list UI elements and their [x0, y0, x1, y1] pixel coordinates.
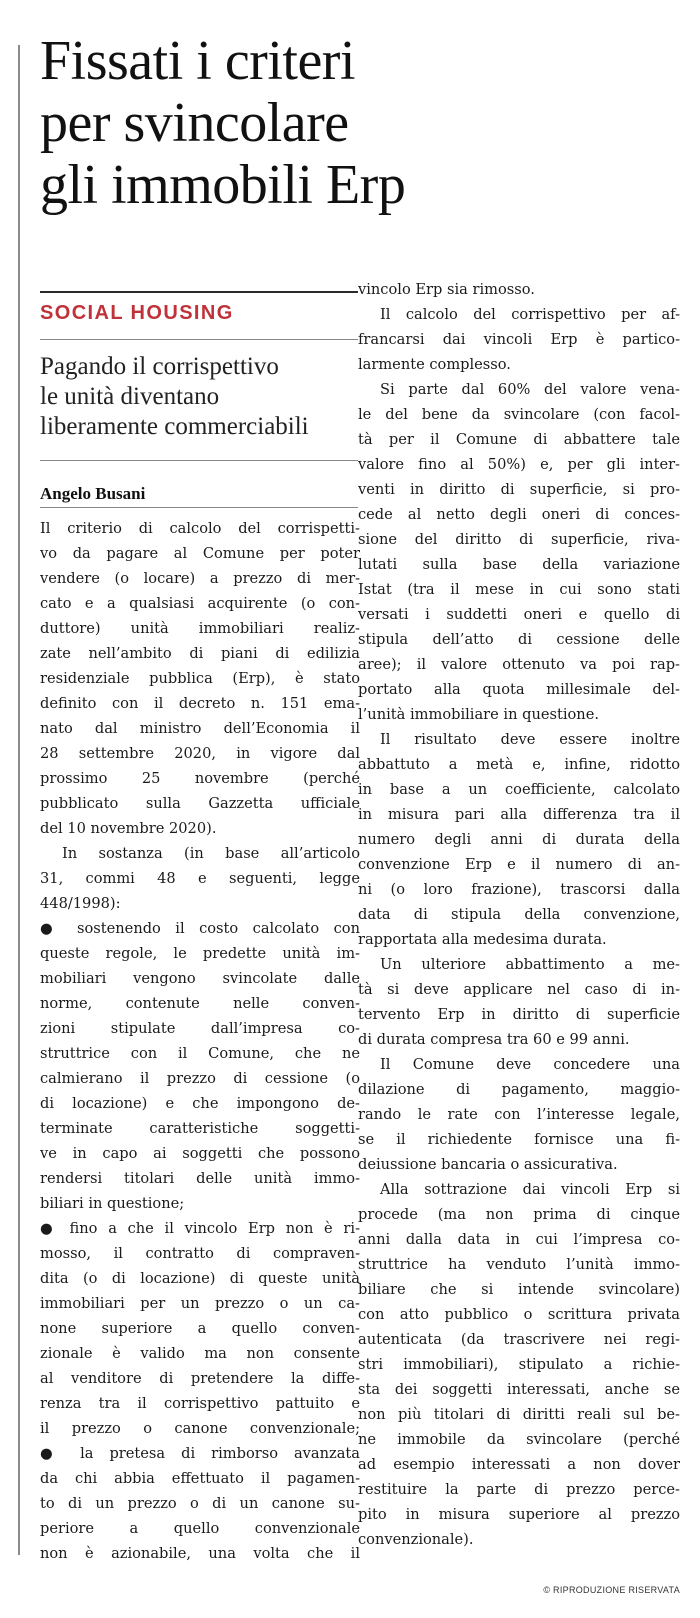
article-text-line: vo da pagare al Comune per poter [40, 545, 360, 562]
article-text-line: renza tra il corrispettivo pattuito e [40, 1395, 360, 1412]
section-top-rule [40, 291, 358, 293]
article-text-line: cato e a qualsiasi acquirente (o con- [40, 595, 360, 612]
article-text-line: dilazione di pagamento, maggio- [358, 1081, 680, 1098]
article-text-line: Il criterio di calcolo del corrispetti- [40, 520, 360, 537]
article-text-line: ne immobile da svincolare (perché [358, 1431, 680, 1448]
article-text-line: cede al netto degli oneri di conces- [358, 506, 680, 523]
article-text-line: In sostanza (in base all’articolo [62, 845, 360, 862]
article-text-line: biliare che si intende svincolare) [358, 1281, 680, 1298]
article-text-line: definito con il decreto n. 151 ema- [40, 695, 360, 712]
section-tag: SOCIAL HOUSING [40, 302, 234, 324]
article-text-line: autenticata (da trascrivere nei regi- [358, 1331, 680, 1348]
article-text-line: al venditore di pretendere la diffe- [40, 1370, 360, 1387]
article-text-line: in base a un coefficiente, calcolato [358, 781, 680, 798]
article-text-line: tervento Erp in diritto di superficie [358, 1006, 680, 1023]
subhead-line: le unità diventano [40, 383, 220, 410]
article-text-line: none superiore a quello conven- [40, 1320, 360, 1337]
article-text-line: zioni stipulate dall’impresa co- [40, 1020, 360, 1037]
article-column-left [40, 516, 360, 1566]
article-text-line: numero degli anni di durata della [358, 831, 680, 848]
article-text-line: rendersi titolari delle unità immo- [40, 1170, 360, 1187]
article-text-line: ad esempio interessati a non dover [358, 1456, 680, 1473]
article-text-line: ve in capo ai soggetti che possono [40, 1145, 360, 1162]
article-text-line: ● fino a che il vincolo Erp non è ri- [40, 1220, 360, 1237]
article-text-line: 448/1998): [40, 895, 121, 912]
article-text-line: valore fino al 50%) e, per gli inter- [358, 456, 680, 473]
article-text-line: terminate caratteristiche soggetti- [40, 1120, 360, 1137]
article-text-line: se il richiedente fornisce una fi- [358, 1131, 680, 1148]
left-margin-rule [18, 45, 20, 1555]
article-text-line: di durata compresa tra 60 e 99 anni. [358, 1031, 630, 1048]
article-text-line: larmente complesso. [358, 356, 511, 373]
article-text-line: lutati sulla base della variazione [358, 556, 680, 573]
article-text-line: mobiliari vengono svincolate dalle [40, 970, 360, 987]
author-byline: Angelo Busani [40, 484, 146, 503]
article-text-line: calmierano il prezzo di cessione (o [40, 1070, 360, 1087]
article-text-line: le del bene da svincolare (con facol- [358, 406, 680, 423]
article-text-line: con atto pubblico o scrittura privata [358, 1306, 680, 1323]
article-text-line: sta dei soggetti interessati, anche se [358, 1381, 680, 1398]
article-text-line: struttrice con il Comune, che ne [40, 1045, 360, 1062]
article-text-line: l’unità immobiliare in questione. [358, 706, 599, 723]
article-text-line: pito in misura superiore al prezzo [358, 1506, 680, 1523]
article-text-line: vendere (o locare) a prezzo di mer- [40, 570, 360, 587]
article-text-line: Istat (tra il mese in cui sono stati [358, 581, 680, 598]
article-text-line: struttrice ha venduto l’unità immo- [358, 1256, 680, 1273]
article-text-line: rando le rate con l’interesse legale, [358, 1106, 680, 1123]
article-text-line: tà per il Comune di abbattere tale [358, 431, 680, 448]
article-text-line: sione del diritto di superficie, riva- [358, 531, 680, 548]
article-text-line: pubblicato sulla Gazzetta ufficiale [40, 795, 360, 812]
article-text-line: ● la pretesa di rimborso avanzata [40, 1445, 360, 1462]
article-text-line: tà si deve applicare nel caso di in- [358, 981, 680, 998]
article-text-line: prossimo 25 novembre (perché [40, 770, 360, 787]
author-top-rule [40, 460, 358, 461]
article-text-line: rapportata alla medesima durata. [358, 931, 607, 948]
article-text-line: Il calcolo del corrispettivo per af- [380, 306, 680, 323]
article-text-line: il prezzo o canone convenzionale; [40, 1420, 360, 1437]
article-text-line: procede (ma non prima di cinque [358, 1206, 680, 1223]
article-text-line: zionale è valido ma non consente [40, 1345, 360, 1362]
article-text-line: to di un prezzo o di un canone su- [40, 1495, 360, 1512]
article-text-line: ni (o loro frazione), trascorsi dalla [358, 881, 680, 898]
article-text-line: non è azionabile, una volta che il [40, 1545, 360, 1562]
article-text-line: 28 settembre 2020, in vigore dal [40, 745, 360, 762]
article-text-line: venti in diritto di superficie, si pro- [358, 481, 680, 498]
article-text-line: francarsi dai vincoli Erp è partico- [358, 331, 680, 348]
subhead [40, 352, 360, 442]
article-text-line: Un ulteriore abbattimento a me- [380, 956, 680, 973]
article-text-line: biliari in questione; [40, 1195, 185, 1212]
subhead-line: Pagando il corrispettivo [40, 353, 279, 380]
section-tag-rule [40, 339, 358, 340]
article-text-line: anni dalla data in cui l’impresa co- [358, 1231, 680, 1248]
article-text-line: mosso, il contratto di compraven- [40, 1245, 360, 1262]
article-text-line: data di stipula della convenzione, [358, 906, 680, 923]
article-text-line: duttore) unità immobiliari realiz- [40, 620, 360, 637]
article-text-line: queste regole, le predette unità im- [40, 945, 360, 962]
headline-line: per svincolare [40, 92, 349, 154]
headline-line: gli immobili Erp [40, 154, 406, 216]
article-text-line: Il Comune deve concedere una [380, 1056, 680, 1073]
article-text-line: abbattuto a metà e, infine, ridotto [358, 756, 680, 773]
article-text-line: ● sostenendo il costo calcolato con [40, 920, 360, 937]
article-text-line: zate nell’ambito di piani di edilizia [40, 645, 360, 662]
article-text-line: vincolo Erp sia rimosso. [358, 281, 535, 298]
article-text-line: deiussione bancaria o assicurativa. [358, 1156, 618, 1173]
article-text-line: convenzione Erp e il numero di an- [358, 856, 680, 873]
article-text-line: Il risultato deve essere inoltre [380, 731, 680, 748]
article-text-line: immobiliari per un prezzo o un ca- [40, 1295, 360, 1312]
article-text-line: Si parte dal 60% del valore vena- [380, 381, 680, 398]
headline [40, 30, 680, 216]
article-text-line: nato dal ministro dell’Economia il [40, 720, 360, 737]
article-text-line: di locazione) e che impongono de- [40, 1095, 360, 1112]
article-text-line: da chi abbia effettuato il pagamen- [40, 1470, 360, 1487]
article-text-line: residenziale pubblica (Erp), è stato [40, 670, 360, 687]
article-text-line: norme, contenute nelle conven- [40, 995, 360, 1012]
article-text-line: 31, commi 48 e seguenti, legge [40, 870, 360, 887]
article-text-line: restituire la parte di prezzo perce- [358, 1481, 680, 1498]
subhead-line: liberamente commerciabili [40, 413, 309, 440]
author-rule [40, 507, 358, 508]
article-text-line: dita (o di locazione) di queste unità [40, 1270, 360, 1287]
article-text-line: convenzionale). [358, 1531, 474, 1548]
article-text-line: Alla sottrazione dai vincoli Erp si [380, 1181, 680, 1198]
headline-line: Fissati i criteri [40, 30, 356, 92]
article-text-line: periore a quello convenzionale [40, 1520, 360, 1537]
article-text-line: del 10 novembre 2020). [40, 820, 217, 837]
copyright-notice: © RIPRODUZIONE RISERVATA [543, 1585, 680, 1595]
article-text-line: stipula dell’atto di cessione delle [358, 631, 680, 648]
article-text-line: in misura pari alla differenza tra il [358, 806, 680, 823]
article-text-line: non più titolari di diritti reali sul be- [358, 1406, 680, 1423]
article-text-line: portato alla quota millesimale del- [358, 681, 680, 698]
article-column-right [358, 277, 680, 1552]
article-text-line: aree); il valore ottenuto va poi rap- [358, 656, 680, 673]
article-text-line: stri immobiliari), stipulato a richie- [358, 1356, 680, 1373]
article-text-line: versati i suddetti oneri e quello di [358, 606, 680, 623]
